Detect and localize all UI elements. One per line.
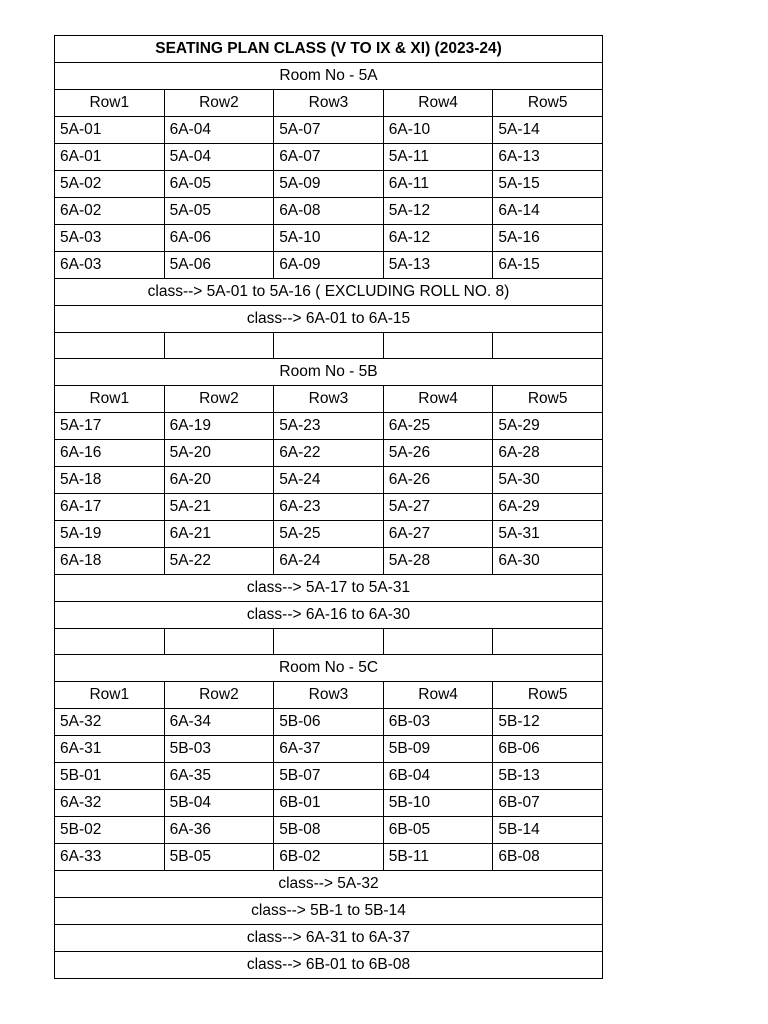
seat-cell: 6B-02 — [274, 844, 384, 871]
blank-cell — [164, 333, 274, 359]
row-header: Row5 — [493, 386, 603, 413]
seat-cell: 5A-29 — [493, 413, 603, 440]
seat-row — [55, 790, 603, 817]
seat-cell: 5A-16 — [493, 225, 603, 252]
seat-cell: 5B-11 — [383, 844, 493, 871]
seat-cell: 5A-07 — [274, 117, 384, 144]
seat-row — [55, 817, 603, 844]
row-header: Row5 — [493, 90, 603, 117]
seat-cell: 5B-06 — [274, 709, 384, 736]
blank-row — [55, 333, 603, 359]
seat-cell: 6A-04 — [164, 117, 274, 144]
seat-cell: 5A-17 — [55, 413, 165, 440]
blank-cell — [493, 629, 603, 655]
blank-cell — [383, 629, 493, 655]
room-name: Room No - 5A — [55, 63, 603, 90]
seat-cell: 6A-24 — [274, 548, 384, 575]
row-header: Row4 — [383, 90, 493, 117]
seat-cell: 6B-05 — [383, 817, 493, 844]
seat-cell: 5B-14 — [493, 817, 603, 844]
row-header: Row3 — [274, 386, 384, 413]
class-range-note: class--> 5A-32 — [55, 871, 603, 898]
room-name: Room No - 5C — [55, 655, 603, 682]
blank-cell — [274, 629, 384, 655]
seat-cell: 5A-13 — [383, 252, 493, 279]
seat-row — [55, 117, 603, 144]
class-range-note: class--> 6A-31 to 6A-37 — [55, 925, 603, 952]
seat-cell: 6A-11 — [383, 171, 493, 198]
seat-cell: 6A-07 — [274, 144, 384, 171]
seat-cell: 6A-18 — [55, 548, 165, 575]
seat-row — [55, 467, 603, 494]
seat-cell: 5A-05 — [164, 198, 274, 225]
class-range-note: class--> 6B-01 to 6B-08 — [55, 952, 603, 979]
seat-cell: 6B-01 — [274, 790, 384, 817]
seat-cell: 6A-23 — [274, 494, 384, 521]
class-range-note: class--> 6A-16 to 6A-30 — [55, 602, 603, 629]
title-row — [55, 36, 603, 63]
seat-cell: 5A-22 — [164, 548, 274, 575]
class-range-note: class--> 5B-1 to 5B-14 — [55, 898, 603, 925]
seat-cell: 5B-12 — [493, 709, 603, 736]
seat-cell: 6A-35 — [164, 763, 274, 790]
blank-cell — [55, 333, 165, 359]
seat-cell: 6A-19 — [164, 413, 274, 440]
row-header: Row1 — [55, 682, 165, 709]
seat-cell: 6A-06 — [164, 225, 274, 252]
seat-cell: 5B-05 — [164, 844, 274, 871]
seat-cell: 5A-32 — [55, 709, 165, 736]
seating-plan-table — [54, 35, 603, 979]
seat-cell: 5B-13 — [493, 763, 603, 790]
seat-cell: 5A-02 — [55, 171, 165, 198]
blank-cell — [164, 629, 274, 655]
seat-row — [55, 736, 603, 763]
seat-cell: 5A-15 — [493, 171, 603, 198]
seat-cell: 6A-20 — [164, 467, 274, 494]
seat-cell: 5B-03 — [164, 736, 274, 763]
row-header: Row2 — [164, 386, 274, 413]
seat-cell: 6A-29 — [493, 494, 603, 521]
seat-cell: 6A-16 — [55, 440, 165, 467]
seat-row — [55, 252, 603, 279]
seat-cell: 6A-05 — [164, 171, 274, 198]
seat-row — [55, 548, 603, 575]
seat-cell: 6A-26 — [383, 467, 493, 494]
seat-cell: 5A-11 — [383, 144, 493, 171]
class-range-row — [55, 575, 603, 602]
seat-cell: 6B-06 — [493, 736, 603, 763]
class-range-note: class--> 5A-01 to 5A-16 ( EXCLUDING ROLL NO. 8) — [55, 279, 603, 306]
seat-cell: 6A-25 — [383, 413, 493, 440]
seat-cell: 6A-17 — [55, 494, 165, 521]
seat-cell: 6A-03 — [55, 252, 165, 279]
seating-plan-body — [55, 36, 603, 979]
seat-cell: 5A-14 — [493, 117, 603, 144]
seat-row — [55, 521, 603, 548]
room-name: Room No - 5B — [55, 359, 603, 386]
row-header: Row4 — [383, 386, 493, 413]
seat-cell: 6B-07 — [493, 790, 603, 817]
row-header: Row5 — [493, 682, 603, 709]
seat-cell: 5A-06 — [164, 252, 274, 279]
seat-row — [55, 144, 603, 171]
seat-cell: 5A-04 — [164, 144, 274, 171]
blank-cell — [274, 333, 384, 359]
seat-cell: 5A-30 — [493, 467, 603, 494]
class-range-row — [55, 898, 603, 925]
class-range-row — [55, 871, 603, 898]
seat-row — [55, 763, 603, 790]
row-header-row — [55, 682, 603, 709]
room-header-row — [55, 655, 603, 682]
seat-cell: 5A-23 — [274, 413, 384, 440]
seat-cell: 6A-09 — [274, 252, 384, 279]
row-header: Row1 — [55, 90, 165, 117]
seat-cell: 6B-03 — [383, 709, 493, 736]
blank-cell — [383, 333, 493, 359]
row-header: Row2 — [164, 90, 274, 117]
row-header: Row4 — [383, 682, 493, 709]
seat-cell: 6A-36 — [164, 817, 274, 844]
blank-cell — [493, 333, 603, 359]
seat-cell: 6A-10 — [383, 117, 493, 144]
seat-cell: 6B-08 — [493, 844, 603, 871]
seat-row — [55, 198, 603, 225]
class-range-row — [55, 602, 603, 629]
seat-cell: 6A-12 — [383, 225, 493, 252]
seat-cell: 5A-28 — [383, 548, 493, 575]
row-header: Row1 — [55, 386, 165, 413]
seat-row — [55, 440, 603, 467]
seat-cell: 5A-03 — [55, 225, 165, 252]
seat-cell: 6A-27 — [383, 521, 493, 548]
class-range-note: class--> 5A-17 to 5A-31 — [55, 575, 603, 602]
seat-row — [55, 844, 603, 871]
seat-row — [55, 709, 603, 736]
seat-cell: 5A-01 — [55, 117, 165, 144]
seat-cell: 6B-04 — [383, 763, 493, 790]
class-range-row — [55, 306, 603, 333]
seat-cell: 5B-04 — [164, 790, 274, 817]
row-header-row — [55, 386, 603, 413]
seat-cell: 6A-32 — [55, 790, 165, 817]
seat-cell: 5B-09 — [383, 736, 493, 763]
seat-cell: 6A-02 — [55, 198, 165, 225]
seat-cell: 5B-10 — [383, 790, 493, 817]
class-range-row — [55, 279, 603, 306]
seat-row — [55, 494, 603, 521]
seat-cell: 5B-07 — [274, 763, 384, 790]
seat-cell: 5A-18 — [55, 467, 165, 494]
seat-cell: 5B-02 — [55, 817, 165, 844]
seat-cell: 5A-24 — [274, 467, 384, 494]
seat-cell: 5A-26 — [383, 440, 493, 467]
seat-cell: 5A-20 — [164, 440, 274, 467]
room-header-row — [55, 63, 603, 90]
class-range-note: class--> 6A-01 to 6A-15 — [55, 306, 603, 333]
seat-cell: 6A-37 — [274, 736, 384, 763]
row-header: Row3 — [274, 90, 384, 117]
blank-cell — [55, 629, 165, 655]
seat-cell: 6A-14 — [493, 198, 603, 225]
seat-cell: 6A-33 — [55, 844, 165, 871]
seat-cell: 6A-22 — [274, 440, 384, 467]
seat-row — [55, 413, 603, 440]
seat-cell: 5B-08 — [274, 817, 384, 844]
seat-cell: 6A-13 — [493, 144, 603, 171]
seat-cell: 6A-01 — [55, 144, 165, 171]
seat-cell: 5A-21 — [164, 494, 274, 521]
seat-cell: 6A-15 — [493, 252, 603, 279]
seat-cell: 6A-08 — [274, 198, 384, 225]
class-range-row — [55, 925, 603, 952]
seat-cell: 6A-21 — [164, 521, 274, 548]
seat-cell: 5A-31 — [493, 521, 603, 548]
blank-row — [55, 629, 603, 655]
row-header: Row3 — [274, 682, 384, 709]
room-header-row — [55, 359, 603, 386]
class-range-row — [55, 952, 603, 979]
seat-cell: 5A-25 — [274, 521, 384, 548]
sheet-title: SEATING PLAN CLASS (V TO IX & XI) (2023-24) — [55, 36, 603, 63]
seat-cell: 5A-10 — [274, 225, 384, 252]
seat-cell: 5A-19 — [55, 521, 165, 548]
seat-row — [55, 171, 603, 198]
row-header-row — [55, 90, 603, 117]
row-header: Row2 — [164, 682, 274, 709]
seat-cell: 5A-09 — [274, 171, 384, 198]
seat-row — [55, 225, 603, 252]
seat-cell: 6A-28 — [493, 440, 603, 467]
seat-cell: 6A-34 — [164, 709, 274, 736]
seat-cell: 6A-31 — [55, 736, 165, 763]
seat-cell: 5B-01 — [55, 763, 165, 790]
seat-cell: 5A-12 — [383, 198, 493, 225]
seat-cell: 6A-30 — [493, 548, 603, 575]
seat-cell: 5A-27 — [383, 494, 493, 521]
